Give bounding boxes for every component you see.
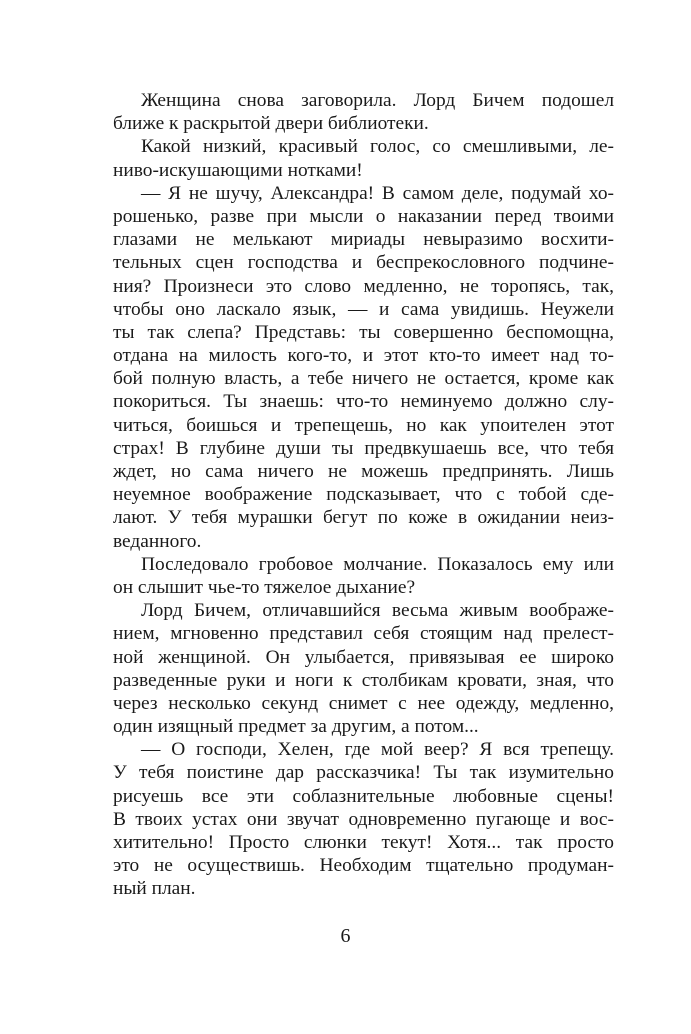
- text-line: У тебя поистине дар рассказчика! Ты так изумительно: [113, 762, 614, 784]
- paragraph: [113, 135, 614, 181]
- text-line: один изящный предмет за другим, а потом...: [113, 716, 479, 738]
- text-line: ближе к раскрытой двери библиотеки.: [113, 113, 429, 135]
- text-line: ниво-искушающими нотками!: [113, 159, 363, 181]
- text-line: ния? Произнеси это слово медленно, не торопясь, так,: [113, 275, 614, 297]
- text-line: покориться. Ты знаешь: что-то неминуемо должно слу-: [113, 391, 614, 413]
- text-line: отдана на милость кого-то, и этот кто-то имеет над то-: [113, 345, 614, 367]
- text-line: хитительно! Просто слюнки текут! Хотя... так просто: [113, 832, 614, 853]
- text-line: лают. У тебя мурашки бегут по коже в ожидании неиз-: [113, 507, 614, 529]
- paragraph: [113, 738, 614, 900]
- text-line: читься, боишься и трепещешь, но как упоителен этот: [113, 414, 614, 436]
- text-line: Какой низкий, красивый голос, со смешливыми, ле-: [141, 136, 614, 158]
- text-line: рошенько, разве при мысли о наказании перед твоими: [113, 205, 614, 227]
- text-line: Женщина снова заговорила. Лорд Бичем подошел: [141, 90, 614, 111]
- text-line: глазами не мелькают мириады невыразимо восхити-: [113, 229, 614, 251]
- paragraph: [113, 182, 614, 553]
- text-line: Лорд Бичем, отличавшийся весьма живым воображе-: [141, 600, 614, 622]
- text-line: разведенные руки и ноги к столбикам кровати, зная, что: [113, 669, 614, 691]
- text-line: неуемное воображение подсказывает, что с тобой сде-: [113, 484, 614, 506]
- text-line: рисуешь все эти соблазнительные любовные сцены!: [113, 785, 614, 807]
- text-line: — О господи, Хелен, где мой веер? Я вся трепещу.: [141, 739, 614, 761]
- text-line: бой полную власть, а тебе ничего не остается, кроме как: [113, 368, 614, 390]
- text-line: через несколько секунд снимет с нее одежду, медленно,: [113, 692, 614, 714]
- text-line: это не осуществишь. Необходим тщательно продуман-: [113, 855, 614, 877]
- paragraph: [113, 599, 614, 738]
- text-line: чтобы оно ласкало язык, — и сама увидишь. Неужели: [113, 298, 614, 320]
- text-line: он слышит чье-то тяжелое дыхание?: [113, 576, 416, 598]
- text-line: ный план.: [113, 878, 196, 900]
- text-line: Последовало гробовое молчание. Показалось ему или: [141, 553, 614, 575]
- text-line: — Я не шучу, Александра! В самом деле, подумай хо-: [141, 182, 614, 204]
- text-line: ной женщиной. Он улыбается, привязывая ее широко: [113, 646, 614, 668]
- text-line: веданного.: [113, 530, 202, 552]
- text-line: тельных сцен господства и беспрекословного подчине-: [113, 252, 614, 274]
- text-line: ты так слепа? Представь: ты совершенно беспомощна,: [113, 321, 614, 343]
- page-number: 6: [340, 925, 351, 947]
- text-line: ждет, но сама ничего не можешь предпринять. Лишь: [113, 461, 614, 482]
- text-line: нием, мгновенно представил себя стоящим над прелест-: [113, 623, 614, 645]
- text-line: В твоих устах они звучат одновременно пугающе и вос-: [113, 808, 614, 830]
- text-line: страх! В глубине души ты предвкушаешь все, что тебя: [113, 437, 614, 459]
- paragraph: [113, 553, 614, 599]
- paragraph: [113, 89, 614, 135]
- book-page-text: [113, 89, 614, 901]
